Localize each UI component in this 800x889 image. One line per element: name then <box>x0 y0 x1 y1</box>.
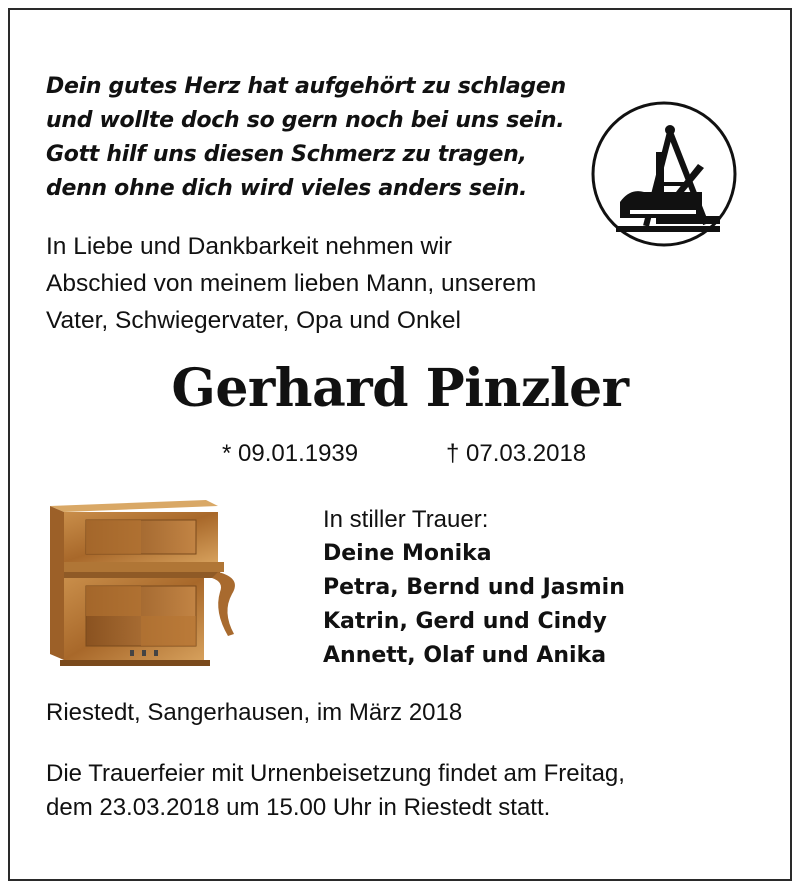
mourner-name: Annett, Olaf und Anika <box>323 643 607 668</box>
poem-line: Gott hilf uns diesen Schmerz zu tragen, <box>46 142 527 167</box>
ceremony-line: Die Trauerfeier mit Urnenbeisetzung findet am Freitag, <box>46 760 625 787</box>
upright-piano-image <box>46 494 246 672</box>
birth-date: * 09.01.1939 <box>222 440 359 467</box>
intro-text <box>46 228 536 339</box>
deceased-name: Gerhard Pinzler <box>171 358 629 419</box>
carpenter-guild-emblem-icon <box>590 100 738 248</box>
mourners-block <box>323 503 625 673</box>
mourner-name: Katrin, Gerd und Cindy <box>323 609 607 634</box>
mourners-lead: In stiller Trauer: <box>323 506 489 533</box>
mourner-name: Petra, Bernd und Jasmin <box>323 575 625 600</box>
mourner-name: Deine Monika <box>323 541 492 566</box>
poem-line: Dein gutes Herz hat aufgehört zu schlagen <box>46 74 566 99</box>
poem-line: und wollte doch so gern noch bei uns sein. <box>46 108 565 133</box>
ceremony-line: dem 23.03.2018 um 15.00 Uhr in Riestedt statt. <box>46 794 551 821</box>
poem-verse <box>46 70 566 206</box>
death-date: † 07.03.2018 <box>446 440 587 467</box>
ceremony-info <box>46 757 625 825</box>
intro-line: Vater, Schwiegervater, Opa und Onkel <box>46 307 461 334</box>
place-and-date: Riestedt, Sangerhausen, im März 2018 <box>46 699 463 726</box>
intro-line: Abschied von meinem lieben Mann, unserem <box>46 270 537 297</box>
intro-line: In Liebe und Dankbarkeit nehmen wir <box>46 233 452 260</box>
poem-line: denn ohne dich wird vieles anders sein. <box>46 176 528 201</box>
